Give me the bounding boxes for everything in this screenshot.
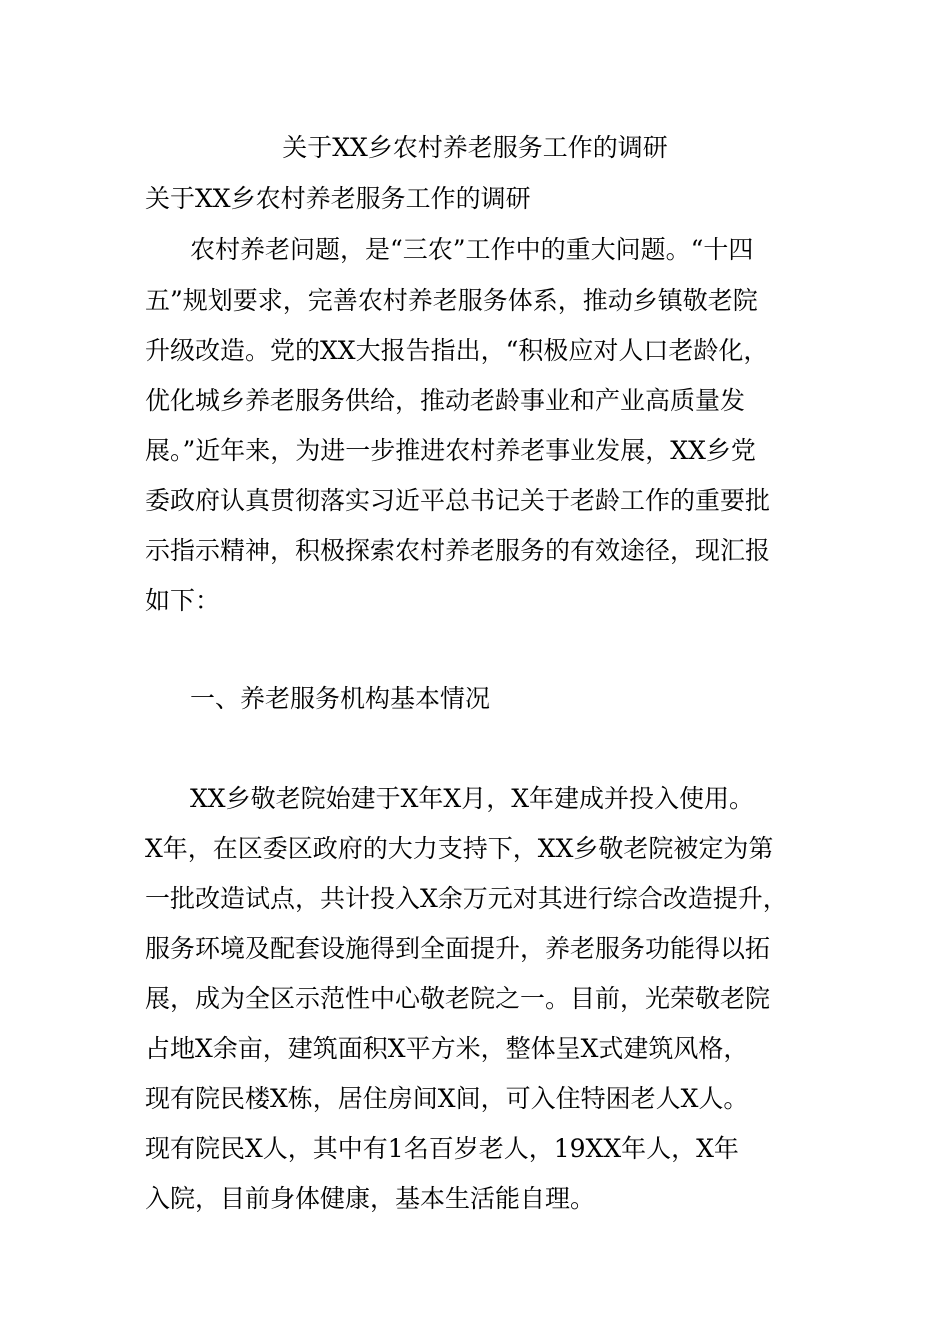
document-subtitle: 关于XX乡农村养老服务工作的调研 — [145, 184, 531, 213]
body-line: 占地X余亩，建筑面积X平方米，整体呈X式建筑风格， — [145, 1034, 749, 1063]
body-line: 现有院民X人，其中有1名百岁老人，19XX年人，X年 — [145, 1134, 739, 1163]
section-heading: 一、养老服务机构基本情况 — [190, 684, 491, 713]
intro-line: 如下： — [145, 586, 221, 615]
body-line: 一批改造试点，共计投入X余万元对其进行综合改造提升， — [145, 884, 788, 913]
intro-line: 委政府认真贯彻落实习近平总书记关于老龄工作的重要批 — [145, 486, 771, 515]
body-line: XX乡敬老院始建于X年X月，X年建成并投入使用。 — [190, 784, 754, 813]
intro-line: 优化城乡养老服务供给，推动老龄事业和产业高质量发 — [145, 386, 746, 415]
intro-line: 升级改造。党的XX大报告指出，“积极应对人口老龄化， — [145, 336, 769, 365]
intro-line: 农村养老问题，是“三农”工作中的重大问题。“十四 — [190, 235, 754, 264]
intro-line: 示指示精神，积极探索农村养老服务的有效途径，现汇报 — [145, 536, 771, 565]
body-line: 展，成为全区示范性中心敬老院之一。目前，光荣敬老院 — [145, 984, 771, 1013]
intro-line: 五”规划要求，完善农村养老服务体系，推动乡镇敬老院 — [145, 286, 758, 315]
body-line: X年，在区委区政府的大力支持下，XX乡敬老院被定为第 — [145, 834, 774, 863]
document-title: 关于XX乡农村养老服务工作的调研 — [282, 133, 668, 162]
body-line: 服务环境及配套设施得到全面提升，养老服务功能得以拓 — [145, 934, 771, 963]
body-line: 现有院民楼X栋，居住房间X间，可入住特困老人X人。 — [145, 1084, 749, 1113]
intro-line: 展。”近年来，为进一步推进农村养老事业发展，XX乡党 — [145, 436, 756, 465]
body-line: 入院，目前身体健康，基本生活能自理。 — [145, 1184, 596, 1213]
